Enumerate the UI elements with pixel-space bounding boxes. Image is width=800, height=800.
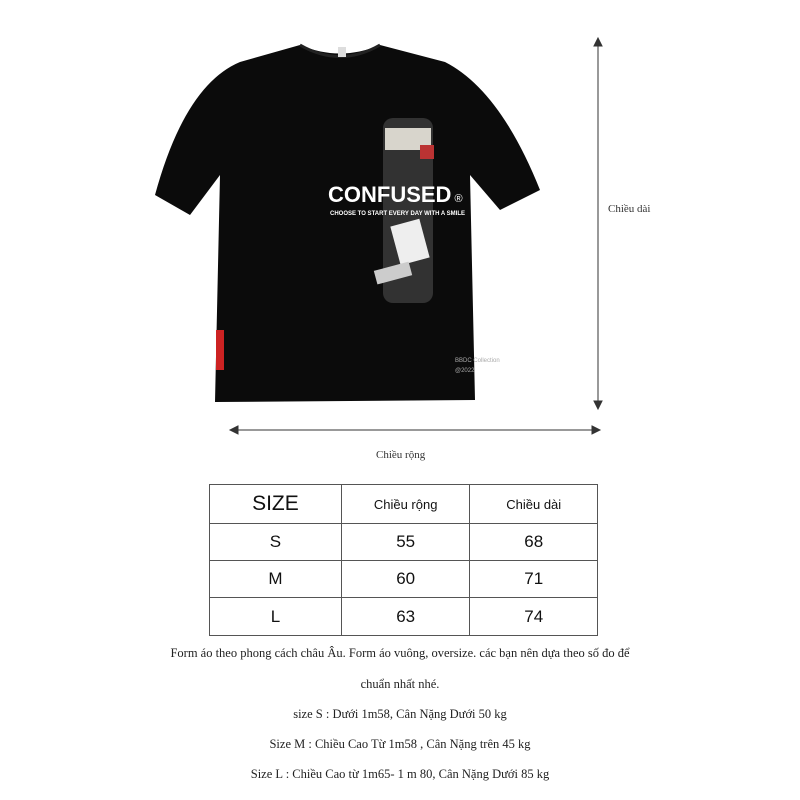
size-cell: L (210, 598, 342, 636)
shirt-year: @2022 (455, 368, 475, 374)
header-size: SIZE (210, 485, 342, 524)
length-cell: 74 (470, 598, 598, 636)
length-cell: 71 (470, 561, 598, 598)
shirt-collection: BBDC Collection (455, 358, 500, 364)
size-table (209, 484, 598, 636)
red-tag (216, 330, 224, 370)
header-length: Chiều dài (470, 485, 598, 524)
table-header-row (210, 485, 598, 524)
table-row (210, 561, 598, 598)
size-cell: S (210, 524, 342, 561)
table-row (210, 524, 598, 561)
header-width: Chiều rộng (341, 485, 470, 524)
size-cell: M (210, 561, 342, 598)
length-label: Chiều dài (608, 203, 651, 215)
size-l-note: Size L : Chiều Cao từ 1m65- 1 m 80, Cân Nặng Dưới 85 kg (250, 767, 550, 781)
length-arrow (594, 38, 602, 409)
fit-note: Form áo theo phong cách châu Âu. Form áo vuông, oversize. các bạn nên dựa theo số đo để (170, 646, 630, 660)
registered-mark: ® (454, 193, 463, 205)
shirt-title-line (328, 182, 463, 207)
shirt-title: CONFUSED (328, 182, 452, 207)
shirt-tagline: CHOOSE TO START EVERY DAY WITH A SMILE (330, 211, 466, 217)
length-cell: 68 (470, 524, 598, 561)
width-arrow (230, 426, 600, 434)
size-s-note: size S : Dưới 1m58, Cân Nặng Dưới 50 kg (293, 707, 507, 721)
width-cell: 55 (341, 524, 470, 561)
table-row (210, 598, 598, 636)
fit-note-cont: chuẩn nhất nhé. (360, 677, 440, 691)
width-cell: 63 (341, 598, 470, 636)
size-m-note: Size M : Chiều Cao Từ 1m58 , Cân Nặng trên 45 kg (269, 737, 531, 751)
width-label: Chiều rộng (376, 449, 426, 461)
width-cell: 60 (341, 561, 470, 598)
